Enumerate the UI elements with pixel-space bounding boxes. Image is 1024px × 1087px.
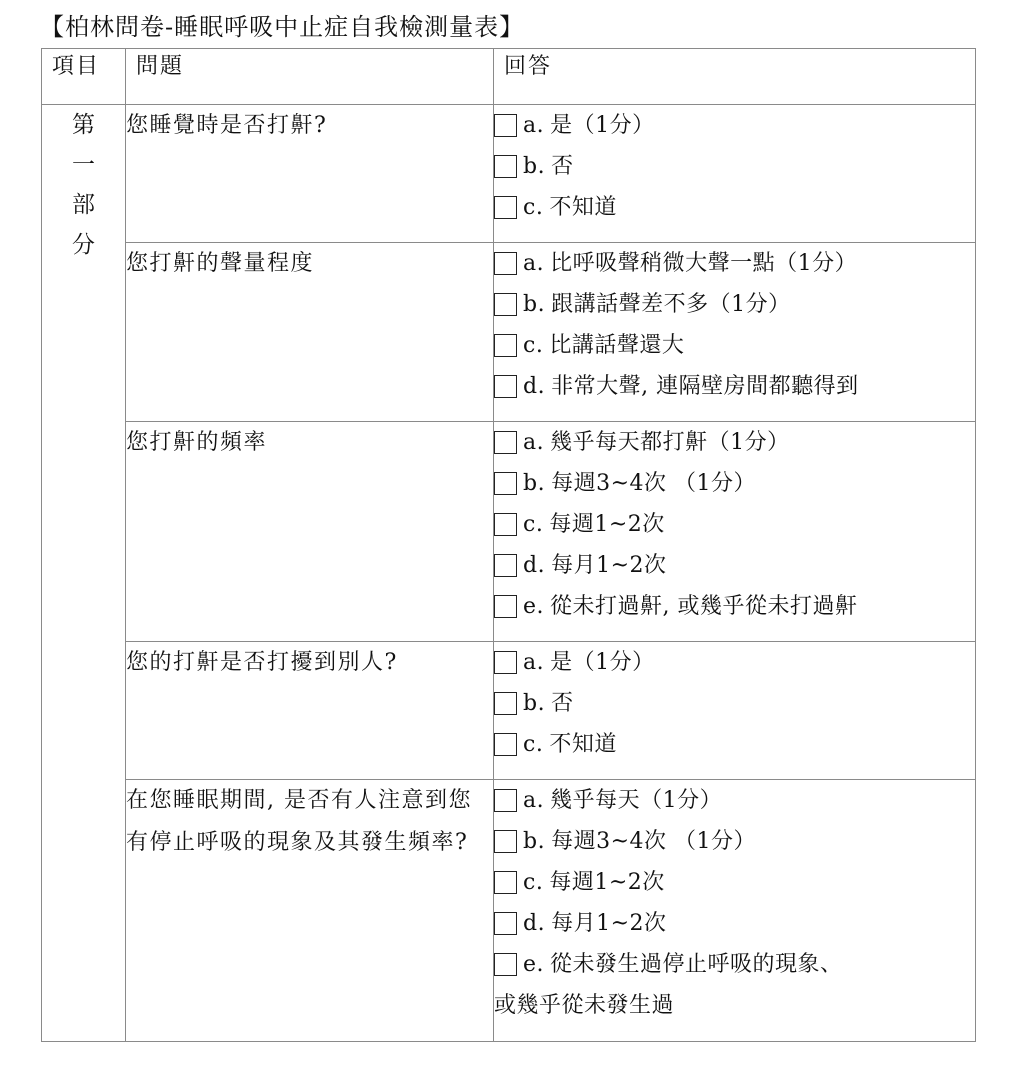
section-char: 第 xyxy=(72,112,95,138)
checkbox[interactable] xyxy=(494,554,517,577)
header-answer: 回答 xyxy=(494,49,976,105)
checkbox[interactable] xyxy=(494,830,517,853)
checkbox[interactable] xyxy=(494,733,517,756)
checkbox[interactable] xyxy=(494,252,517,275)
section-char: 部 xyxy=(72,192,95,218)
option-item[interactable]: e. 從未打過鼾, 或幾乎從未打過鼾 xyxy=(494,586,975,627)
checkbox[interactable] xyxy=(494,114,517,137)
section-char: 一 xyxy=(72,152,95,178)
checkbox[interactable] xyxy=(494,513,517,536)
checkbox[interactable] xyxy=(494,431,517,454)
option-item[interactable]: a. 幾乎每天都打鼾（1分） xyxy=(494,422,975,463)
section-char: 分 xyxy=(72,232,95,258)
header-item: 項目 xyxy=(42,49,126,105)
option-item[interactable]: d. 每月1~2次 xyxy=(494,903,975,944)
option-item[interactable]: a. 比呼吸聲稍微大聲一點（1分） xyxy=(494,243,975,284)
option-item[interactable]: b. 否 xyxy=(494,146,975,187)
option-item[interactable]: c. 不知道 xyxy=(494,724,975,765)
question-row-5 xyxy=(42,780,976,1042)
checkbox[interactable] xyxy=(494,953,517,976)
checkbox[interactable] xyxy=(494,789,517,812)
option-item[interactable]: b. 跟講話聲差不多（1分） xyxy=(494,284,975,325)
checkbox[interactable] xyxy=(494,472,517,495)
option-item[interactable]: c. 比講話聲還大 xyxy=(494,325,975,366)
option-item[interactable]: d. 每月1~2次 xyxy=(494,545,975,586)
checkbox[interactable] xyxy=(494,293,517,316)
checkbox[interactable] xyxy=(494,651,517,674)
checkbox[interactable] xyxy=(494,912,517,935)
answer-options xyxy=(494,243,976,422)
question-text: 您睡覺時是否打鼾? xyxy=(126,105,494,243)
answer-options xyxy=(494,422,976,642)
answer-options xyxy=(494,105,976,243)
question-text: 您打鼾的聲量程度 xyxy=(126,243,494,422)
option-item[interactable]: b. 每週3~4次 （1分） xyxy=(494,821,975,862)
question-text: 您打鼾的頻率 xyxy=(126,422,494,642)
option-item[interactable]: c. 每週1~2次 xyxy=(494,862,975,903)
question-row-4 xyxy=(42,642,976,780)
option-item[interactable]: a. 是（1分） xyxy=(494,642,975,683)
section-label xyxy=(42,105,126,1042)
checkbox[interactable] xyxy=(494,334,517,357)
question-text: 在您睡眠期間, 是否有人注意到您有停止呼吸的現象及其發生頻率? xyxy=(126,780,494,1042)
question-row-3 xyxy=(42,422,976,642)
question-text: 您的打鼾是否打擾到別人? xyxy=(126,642,494,780)
option-item[interactable]: c. 每週1~2次 xyxy=(494,504,975,545)
checkbox[interactable] xyxy=(494,375,517,398)
checkbox[interactable] xyxy=(494,155,517,178)
checkbox[interactable] xyxy=(494,871,517,894)
option-item[interactable]: d. 非常大聲, 連隔壁房間都聽得到 xyxy=(494,366,975,407)
option-item[interactable]: b. 否 xyxy=(494,683,975,724)
header-question: 問題 xyxy=(126,49,494,105)
option-item[interactable]: b. 每週3~4次 （1分） xyxy=(494,463,975,504)
question-row-2 xyxy=(42,243,976,422)
checkbox[interactable] xyxy=(494,595,517,618)
option-item[interactable]: e. 從未發生過停止呼吸的現象、 xyxy=(494,944,975,985)
checkbox[interactable] xyxy=(494,196,517,219)
answer-options xyxy=(494,642,976,780)
table-header-row xyxy=(42,49,976,105)
option-item[interactable]: a. 幾乎每天（1分） xyxy=(494,780,975,821)
option-item[interactable]: c. 不知道 xyxy=(494,187,975,228)
option-continuation: 或幾乎從未發生過 xyxy=(494,993,675,1018)
question-row-1 xyxy=(42,105,976,243)
page-title: 【柏林問卷-睡眠呼吸中止症自我檢測量表】 xyxy=(40,13,525,41)
questionnaire-table xyxy=(41,48,976,1042)
option-item[interactable]: a. 是（1分） xyxy=(494,105,975,146)
answer-options xyxy=(494,780,976,1042)
checkbox[interactable] xyxy=(494,692,517,715)
